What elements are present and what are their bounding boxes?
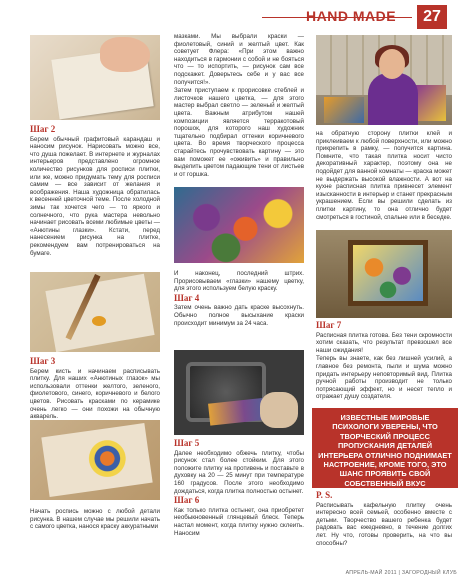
step-3-text: Берем кисть и начинаем расписывать плитку. Для наших «Анютиных глазок» мы использовали оттенки желтого, зеленого, фиолетового, синего, коричневого и белого цветов. Рисовать красками по керамике очень легко — они похожи на обычную акварель.: [30, 367, 160, 421]
photo-flowers-closeup: [174, 187, 304, 263]
photo-oven: [174, 350, 304, 435]
column-3-ps: [316, 490, 452, 548]
step-2-heading: Шаг 2: [30, 124, 56, 134]
column-1-step3: [30, 356, 160, 422]
head-shape: [379, 49, 405, 79]
step-7-text: Расписная плитка готова. Без тени скромности хотим сказать, что результат превзошел все наши ожидания!: [316, 331, 452, 354]
tile-shape: [416, 85, 446, 121]
step-3-heading: Шаг 3: [30, 356, 56, 366]
column-3-para-2: Теперь вы знаете, как без лишней усилий, а главное без ремонта, пыли и шума можно придать интерьеру неповторимый вид. Плитка ручной работы производит не только потрясающий эффект, но и несет тепло и отражает душу создателя.: [316, 355, 452, 401]
paint-dab: [92, 316, 106, 326]
hand-shape: [100, 37, 150, 72]
column-2-para-2: Затем приступаем к прорисовке стеблей и листочков нашего цветка, — для этого мастер выбрал светло — зеленый и желтый цвета. Важным атрибутом нашей композиции является терракотовый порошок, для которого наш художник тщательно подбирал оттенки коричневого цвета. Во время творческого процесса старайтесь прочувствовать картину — это вам поможет ее «оживить» и правильно выделить цветом падающие тени от листьев и от горшка.: [174, 87, 304, 178]
column-3-top: [316, 130, 452, 222]
step-5-text: Далее необходимо обжечь плитку, чтобы рисунок стал более стойким. Для этого положите плитку на противень и поставьте в духовку на 20 — 25 минут при температуре 160 градусов. После этого необходимо дождаться, когда плитка полностью остынет.: [174, 449, 304, 495]
tile-shape: [45, 274, 154, 352]
step-6-text: Как только плитка остынет, она приобретет необыкновенный глянцевый блеск. Теперь настал момент, когда плитку нужно склеить. Наносим: [174, 506, 304, 537]
step-4-heading: Шаг 4: [174, 292, 200, 303]
column-1-bottom: [30, 508, 160, 532]
section-title: HAND MADE: [306, 8, 397, 24]
step-6-heading: Шаг 6: [174, 495, 200, 506]
photo-drawing-sketch: [30, 35, 160, 120]
pull-quote: ИЗВЕСТНЫЕ МИРОВЫЕ ПСИХОЛОГИ УВЕРЕНЫ, ЧТО ТВОРЧЕСКИЙ ПРОЦЕСС ПРОПУСКАНИЯ ДЕТАЛЕЙ ИНТЕРЬЕРА ОТЛИЧНО ПОДНИМАЕТ НАСТРОЕНИЕ, КРОМЕ ТОГО, ЭТО ШАНС ПРОЯВИТЬ СВОЙ СОБСТВЕННЫЙ ВКУС: [312, 408, 458, 488]
body-shape: [368, 73, 418, 125]
column-2-top-text: мазками. Мы выбрали краски — фиолетовый, синий и желтый цвет. Как советует Флера: «При этом важно находиться в гармонии с собой и не бояться что — то испортить, — рисунок сам все подскажет. Доверьтесь себе и у вас все получится!».: [174, 33, 304, 86]
art-shape: [353, 245, 423, 301]
column-2-top: [174, 33, 304, 179]
tile-shape: [41, 423, 152, 497]
page-footer: АПРЕЛЬ-МАЙ 2011 | ЗАГОРОДНЫЙ КЛУБ: [345, 570, 457, 576]
ps-heading: P. S.: [316, 490, 333, 500]
photo-artist-portrait: [316, 35, 452, 125]
step-2-text: Берем обычный графитовый карандаш и наносим рисунок. Нарисовать можно все, что душа пожелает. В интернете и журналах интерьеров представлено огромное количество рисунков для росписи плитки, или же, можно придумать тему для росписи самим — все зависит от желания и воображения. Наша художница обратилась к весенней цветочной теме. После холодной зимы так хочется чего — то яркого и солнечного, что рука мастера невольно начинает рисовать всеми любимые цветы — «Анютины глазки». Кстати, перед нанесением рисунка на плитке, рекомендуем вам потренироваться на бумаге.: [30, 135, 160, 257]
step-7-heading: Шаг 7: [316, 320, 342, 330]
column-1-bottom-text: Начать роспись можно с любой детали рисунка. В нашем случае мы решили начать с самого цветка, нанося краску аккуратными: [30, 508, 160, 531]
tile-shape: [324, 97, 364, 123]
column-3-step7: [316, 320, 452, 402]
column-1-step2: [30, 124, 160, 258]
step-4-text: Затем очень важно дать краске высохнуть. Обычно полное высыхание краски происходит минимум за 24 часа.: [174, 304, 304, 327]
page-number: 27: [417, 5, 447, 29]
frame-shape: [348, 240, 428, 306]
column-3-top-text: на обратную сторону плитки клей и приклеиваем к любой поверхности, или можно прикрепить в рамку, — получится картина. Помните, что такая плитка носит чисто декоративный характер, поэтому она не подойдет для ванной комнаты — краска может не выдержать высокой влажности. А вот на кухне расписная плитка привнесет элемент изысканности в интерьер и станет прекрасным украшением. Если вы решили сделать из плитки картину, то она отлично будет смотреться в гостиной, спальне или в беседке.: [316, 130, 452, 221]
glove-shape: [260, 392, 298, 428]
step-5-heading: Шаг 5: [174, 438, 200, 448]
photo-brush-tile: [30, 272, 160, 352]
column-2-para-3: И наконец, последний штрих. Прорисовываем «глазки» нашему цветку, для этого используем белую краску.: [174, 270, 304, 293]
photo-framed-tile: [316, 230, 452, 318]
column-2-step4: [174, 270, 304, 328]
ps-text: Расписывать кафельную плитку очень интересно всей семьей, особенно вместе с детьми. Творчество вашего ребенка будет радовать вас ежедневно, в течение долгих лет. Ну что, готовы проверить, на что вы способны?: [316, 501, 452, 547]
photo-painted-tile: [30, 420, 160, 500]
column-2-step5: [174, 438, 304, 538]
